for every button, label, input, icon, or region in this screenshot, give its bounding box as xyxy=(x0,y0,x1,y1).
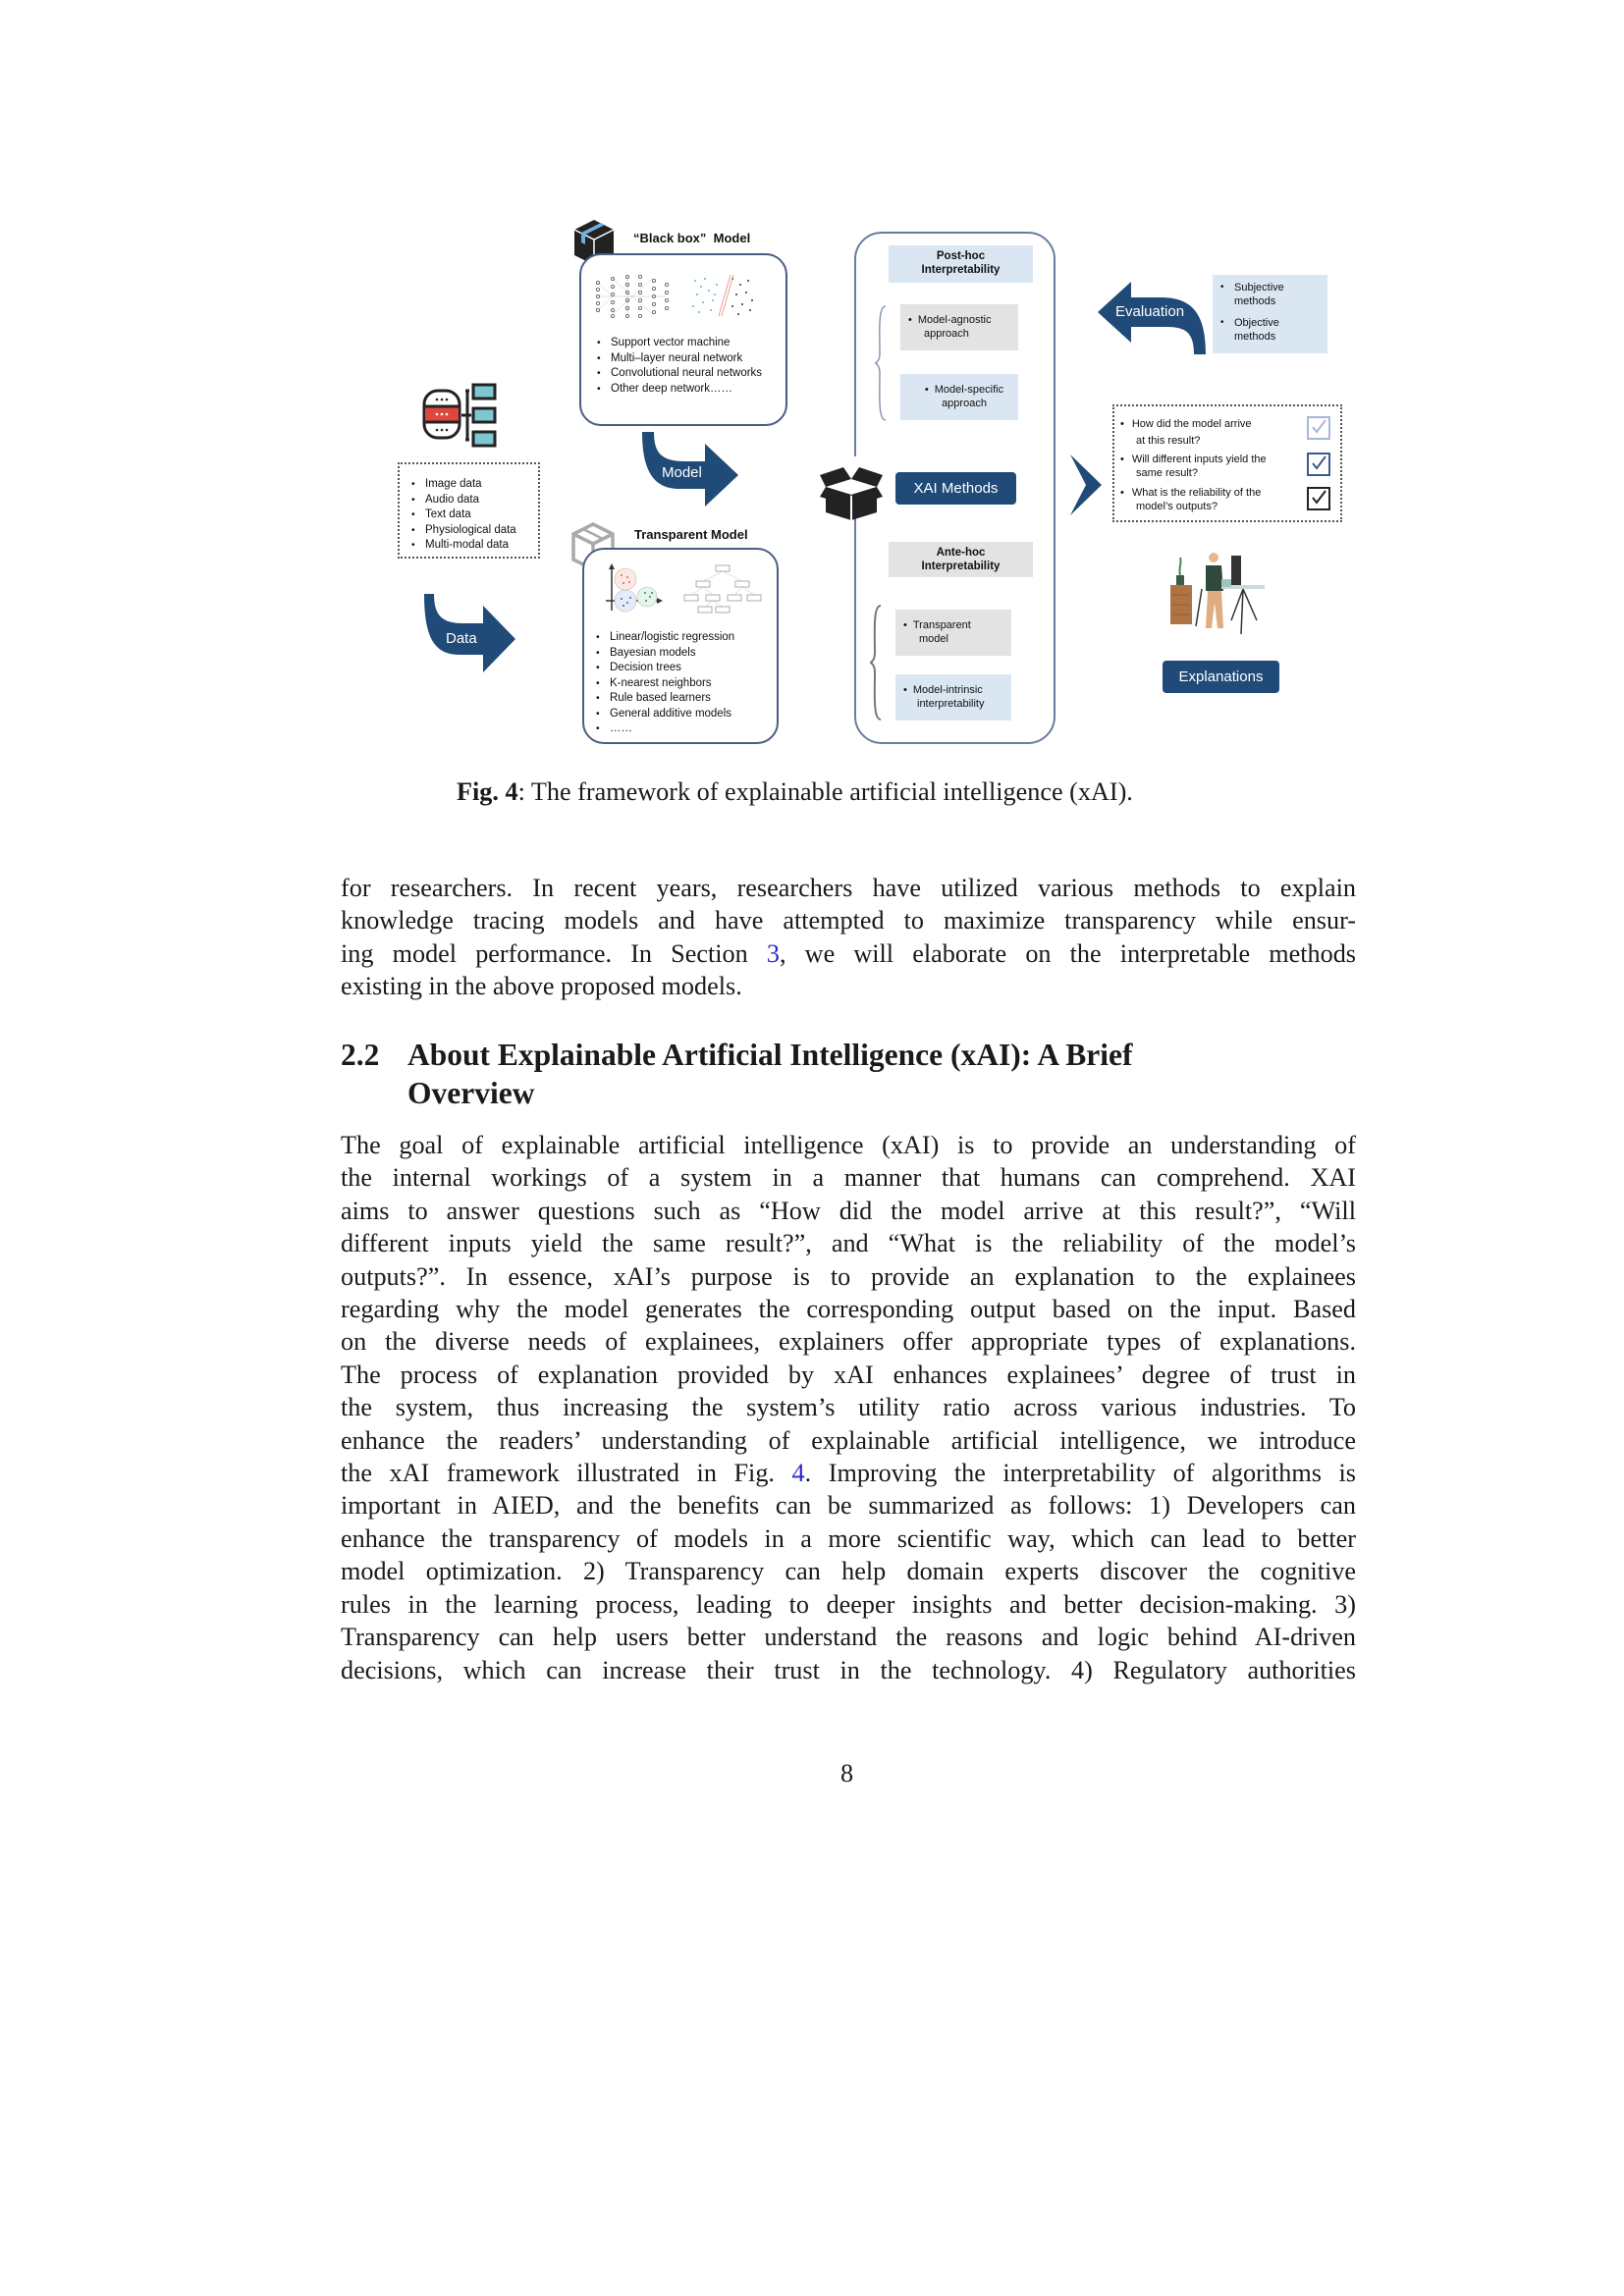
list-item: • Support vector machine xyxy=(595,336,777,351)
evaluation-methods-box xyxy=(1213,275,1327,353)
question-item-cont: at this result? xyxy=(1136,435,1201,447)
section-heading xyxy=(341,1036,1132,1112)
evaluation-method-item: • Subjective methods xyxy=(1218,281,1317,308)
list-item: • K-nearest neighbors xyxy=(594,676,771,692)
model-intrinsic-label: Model-intrinsic xyxy=(912,684,983,696)
text-line: Transparency can help users better understand the reasons and logic behind AI-driven xyxy=(341,1623,1356,1652)
section-title: About Explainable Artificial Intelligence (xAI): A Brief xyxy=(407,1038,1133,1072)
black-box-list xyxy=(595,336,777,397)
list-item: • Rule based learners xyxy=(594,691,771,707)
posthoc-header xyxy=(889,245,1033,283)
data-type-item: • Audio data xyxy=(409,493,516,508)
data-type-item: • Image data xyxy=(409,477,516,493)
black-box-panel xyxy=(579,253,787,426)
text-line: for researchers. In recent years, researchers have utilized various methods to explain xyxy=(341,874,1356,902)
explanations-button[interactable]: Explanations xyxy=(1163,661,1279,693)
text-line: different inputs yield the same result?”, and “What is the reliability of the model’s xyxy=(341,1229,1356,1258)
person-at-desk-illustration xyxy=(1166,552,1269,642)
text-line: decisions, which can increase their trust in the technology. 4) Regulatory authorities xyxy=(341,1655,1356,1684)
figure-caption xyxy=(457,777,1133,807)
left-brace-icon xyxy=(874,304,888,422)
figure-xai-framework xyxy=(393,211,1355,751)
text-line: the system, thus increasing the system’s utility ratio across various industries. To xyxy=(341,1393,1356,1422)
data-type-item: • Multi-modal data xyxy=(409,538,516,554)
text-line: rules in the learning process, leading to deeper insights and better decision-making. 3) xyxy=(341,1589,1356,1619)
checkbox-medium-icon xyxy=(1307,453,1330,476)
model-agnostic-label: Model-agnostic xyxy=(917,314,992,326)
text-line: the internal workings of a system in a manner that humans can comprehend. XAI xyxy=(341,1163,1356,1193)
transparent-model-box: • Transparent model xyxy=(895,610,1011,656)
posthoc-title-line: Post-hoc xyxy=(936,250,986,262)
list-item: • General additive models xyxy=(594,707,771,722)
antehoc-title-line: Ante-hoc xyxy=(936,547,986,559)
model-agnostic-box: • Model-agnostic approach xyxy=(900,304,1018,350)
black-box-title: “Black box” Model xyxy=(633,231,751,245)
model-specific-box: • Model-specific approach xyxy=(900,374,1018,420)
list-item: • Other deep network…… xyxy=(595,382,777,398)
text-line: model optimization. 2) Transparency can help domain experts discover the cognitive xyxy=(341,1557,1356,1586)
list-item: • Bayesian models xyxy=(594,646,771,662)
data-type-item: • Text data xyxy=(409,507,516,523)
text-line: the xAI framework illustrated in Fig. 4. Improving the interpretability of algorithms is xyxy=(341,1459,1356,1488)
xai-methods-button[interactable]: XAI Methods xyxy=(895,472,1016,505)
clustering-plot-icon xyxy=(606,563,665,614)
text-line: aims to answer questions such as “How did the model arrive at this result?”, “Will xyxy=(341,1196,1356,1225)
text-line: important in AIED, and the benefits can be summarized as follows: 1) Developers can xyxy=(341,1491,1356,1521)
paragraph-intro xyxy=(341,872,1356,1003)
svm-scatter-icon xyxy=(689,273,758,318)
chevron-right-icon xyxy=(1070,454,1104,515)
text-line: The process of explanation provided by xAI enhances explainees’ degree of trust in xyxy=(341,1360,1356,1389)
text-line: knowledge tracing models and have attempted to maximize transparency while ensur- xyxy=(341,906,1356,935)
model-specific-label: Model-specific xyxy=(934,384,1004,396)
figure-caption-label: Fig. 4 xyxy=(457,777,518,806)
paragraph-xai-overview xyxy=(341,1129,1356,1686)
list-item: • Linear/logistic regression xyxy=(594,630,771,646)
figure-caption-text: : The framework of explainable artificial intelligence (xAI). xyxy=(517,777,1133,806)
transparent-model-list xyxy=(594,630,771,737)
list-item: • Decision trees xyxy=(594,661,771,676)
section-3-link[interactable]: 3 xyxy=(766,938,780,968)
checkbox-light-icon xyxy=(1307,416,1330,440)
model-arrow-label: Model xyxy=(662,464,702,481)
list-item: • Convolutional neural networks xyxy=(595,366,777,382)
data-types-box xyxy=(398,462,540,559)
text-line: on the diverse needs of explainees, explainers offer appropriate types of explanations. xyxy=(341,1327,1356,1357)
section-title-cont: Overview xyxy=(407,1076,535,1110)
antehoc-header xyxy=(889,542,1033,577)
figure-4-link[interactable]: 4 xyxy=(791,1459,805,1488)
transparent-model-label: Transparent xyxy=(912,619,971,631)
text-line: ing model performance. In Section 3, we will elaborate on the interpretable methods xyxy=(341,938,1357,968)
page-number: 8 xyxy=(840,1759,854,1788)
text-line: regarding why the model generates the corresponding output based on the input. Based xyxy=(341,1295,1356,1324)
list-item: • Multi–layer neural network xyxy=(595,351,777,367)
question-item-cont: same result? xyxy=(1136,467,1198,479)
question-item: • Will different inputs yield the xyxy=(1120,454,1267,465)
database-icon xyxy=(422,383,501,448)
evaluation-arrow xyxy=(1098,282,1208,354)
evaluation-method-item: • Objective methods xyxy=(1218,316,1317,344)
model-intrinsic-box: • Model-intrinsic interpretability xyxy=(895,674,1011,721)
checkbox-dark-icon xyxy=(1307,487,1330,510)
model-specific-label-2: approach xyxy=(942,398,987,409)
text-line: existing in the above proposed models. xyxy=(341,972,742,1001)
list-item: • …… xyxy=(594,721,771,737)
question-item: • What is the reliability of the xyxy=(1120,487,1262,499)
transparent-model-title: Transparent Model xyxy=(634,527,748,542)
decision-tree-icon xyxy=(682,563,765,614)
question-item: • How did the model arrive xyxy=(1120,418,1252,430)
model-agnostic-label-2: approach xyxy=(924,328,969,340)
text-line: enhance the transparency of models in a more scientific way, which can lead to better xyxy=(341,1523,1356,1553)
text-line: enhance the readers’ understanding of explainable artificial intelligence, we introduce xyxy=(341,1425,1356,1455)
evaluation-arrow-label: Evaluation xyxy=(1115,303,1185,320)
data-arrow-label: Data xyxy=(446,630,477,647)
antehoc-title-line: Interpretability xyxy=(921,561,1001,572)
neural-network-icon xyxy=(593,273,672,320)
open-box-icon xyxy=(820,461,883,522)
text-line: outputs?”. In essence, xAI’s purpose is to provide an explanation to the explainees xyxy=(341,1261,1356,1291)
transparent-model-label-2: model xyxy=(919,633,948,645)
questions-box xyxy=(1112,404,1342,522)
model-intrinsic-label-2: interpretability xyxy=(917,698,985,710)
data-type-item: • Physiological data xyxy=(409,523,516,539)
model-arrow xyxy=(640,432,740,508)
transparent-model-panel xyxy=(582,548,779,744)
question-item-cont: model’s outputs? xyxy=(1136,501,1218,512)
text-line: The goal of explainable artificial intelligence (xAI) is to provide an understanding of xyxy=(341,1131,1356,1159)
posthoc-title-line: Interpretability xyxy=(921,264,1001,276)
section-number: 2.2 xyxy=(341,1038,380,1072)
data-arrow xyxy=(422,594,516,674)
left-brace-icon xyxy=(869,604,883,721)
